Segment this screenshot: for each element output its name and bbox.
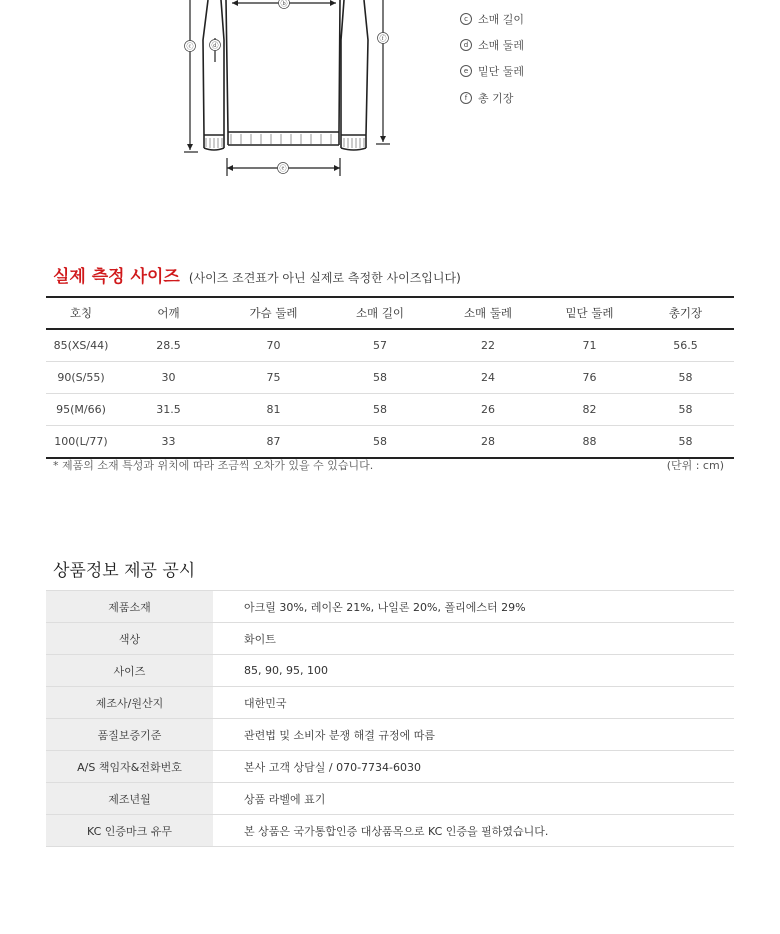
info-value: 아크릴 30%, 레이온 21%, 나일론 20%, 폴리에스터 29% bbox=[213, 591, 734, 623]
info-key: KC 인증마크 유무 bbox=[46, 815, 213, 847]
table-cell: 31.5 bbox=[116, 394, 221, 426]
info-key: 품질보증기준 bbox=[46, 719, 213, 751]
col-header: 어깨 bbox=[116, 297, 221, 329]
table-cell: 95(M/66) bbox=[46, 394, 116, 426]
legend-label: 소매 길이 bbox=[478, 13, 525, 26]
info-value: 대한민국 bbox=[213, 687, 734, 719]
table-cell: 22 bbox=[434, 329, 542, 362]
size-section-title bbox=[53, 262, 461, 287]
table-cell: 75 bbox=[221, 362, 326, 394]
product-info-table bbox=[46, 590, 734, 847]
table-cell: 85(XS/44) bbox=[46, 329, 116, 362]
col-header: 호칭 bbox=[46, 297, 116, 329]
info-value: 화이트 bbox=[213, 623, 734, 655]
table-row bbox=[46, 719, 734, 751]
table-cell: 58 bbox=[637, 362, 734, 394]
table-cell: 58 bbox=[326, 394, 434, 426]
info-value: 본사 고객 상담실 / 070-7734-6030 bbox=[213, 751, 734, 783]
col-header: 가슴 둘레 bbox=[221, 297, 326, 329]
legend-item bbox=[460, 90, 513, 106]
legend-item bbox=[460, 11, 524, 27]
info-key: A/S 책임자&전화번호 bbox=[46, 751, 213, 783]
info-value: 본 상품은 국가통합인증 대상품목으로 KC 인증을 필하였습니다. bbox=[213, 815, 734, 847]
info-key: 제품소재 bbox=[46, 591, 213, 623]
info-key: 사이즈 bbox=[46, 655, 213, 687]
table-cell: 71 bbox=[542, 329, 637, 362]
table-cell: 33 bbox=[116, 426, 221, 459]
legend-label: 총 기장 bbox=[478, 92, 514, 105]
size-table-header-row bbox=[46, 297, 734, 329]
table-cell: 28 bbox=[434, 426, 542, 459]
size-table bbox=[46, 296, 734, 459]
table-cell: 26 bbox=[434, 394, 542, 426]
table-row bbox=[46, 394, 734, 426]
info-section-title: 상품정보 제공 공시 bbox=[53, 561, 196, 581]
table-cell: 58 bbox=[637, 426, 734, 459]
legend-label: 밑단 둘레 bbox=[478, 65, 525, 78]
table-cell: 82 bbox=[542, 394, 637, 426]
table-cell: 58 bbox=[326, 426, 434, 459]
size-title-main: 실제 측정 사이즈 bbox=[53, 267, 180, 287]
table-cell: 58 bbox=[637, 394, 734, 426]
legend-marker: f bbox=[460, 92, 472, 104]
legend-marker: e bbox=[460, 65, 472, 77]
table-cell: 88 bbox=[542, 426, 637, 459]
size-note: * 제품의 소재 특성과 위치에 따라 조금씩 오차가 있을 수 있습니다. bbox=[53, 459, 374, 472]
table-cell: 87 bbox=[221, 426, 326, 459]
table-cell: 81 bbox=[221, 394, 326, 426]
table-row bbox=[46, 362, 734, 394]
table-cell: 24 bbox=[434, 362, 542, 394]
table-cell: 28.5 bbox=[116, 329, 221, 362]
marker-c: ⓒ bbox=[186, 42, 194, 51]
legend-item bbox=[460, 63, 524, 79]
col-header: 소매 길이 bbox=[326, 297, 434, 329]
legend-marker: d bbox=[460, 39, 472, 51]
table-cell: 76 bbox=[542, 362, 637, 394]
col-header: 소매 둘레 bbox=[434, 297, 542, 329]
marker-b: ⓑ bbox=[280, 0, 288, 8]
table-cell: 70 bbox=[221, 329, 326, 362]
col-header: 총기장 bbox=[637, 297, 734, 329]
marker-f: ⓕ bbox=[379, 34, 387, 43]
table-row bbox=[46, 751, 734, 783]
table-row bbox=[46, 815, 734, 847]
legend-marker: c bbox=[460, 13, 472, 25]
legend-item bbox=[460, 37, 524, 53]
size-title-subtitle: (사이즈 조견표가 아닌 실제로 측정한 사이즈입니다) bbox=[188, 271, 461, 285]
table-cell: 56.5 bbox=[637, 329, 734, 362]
info-value: 관련법 및 소비자 분쟁 해결 규정에 따름 bbox=[213, 719, 734, 751]
table-row bbox=[46, 623, 734, 655]
marker-e: ⓔ bbox=[279, 164, 287, 173]
table-row bbox=[46, 655, 734, 687]
info-key: 제조사/원산지 bbox=[46, 687, 213, 719]
table-row bbox=[46, 329, 734, 362]
table-row bbox=[46, 426, 734, 459]
size-unit: (단위 : cm) bbox=[666, 459, 724, 472]
info-key: 제조년월 bbox=[46, 783, 213, 815]
table-cell: 90(S/55) bbox=[46, 362, 116, 394]
table-row bbox=[46, 687, 734, 719]
table-cell: 57 bbox=[326, 329, 434, 362]
table-row bbox=[46, 591, 734, 623]
table-cell: 58 bbox=[326, 362, 434, 394]
table-row bbox=[46, 783, 734, 815]
marker-d: ⓓ bbox=[211, 41, 219, 50]
info-key: 색상 bbox=[46, 623, 213, 655]
info-value: 85, 90, 95, 100 bbox=[213, 655, 734, 687]
legend-label: 소매 둘레 bbox=[478, 39, 525, 52]
garment-sketch bbox=[176, 0, 396, 180]
info-value: 상품 라벨에 표기 bbox=[213, 783, 734, 815]
table-cell: 100(L/77) bbox=[46, 426, 116, 459]
table-cell: 30 bbox=[116, 362, 221, 394]
col-header: 밑단 둘레 bbox=[542, 297, 637, 329]
